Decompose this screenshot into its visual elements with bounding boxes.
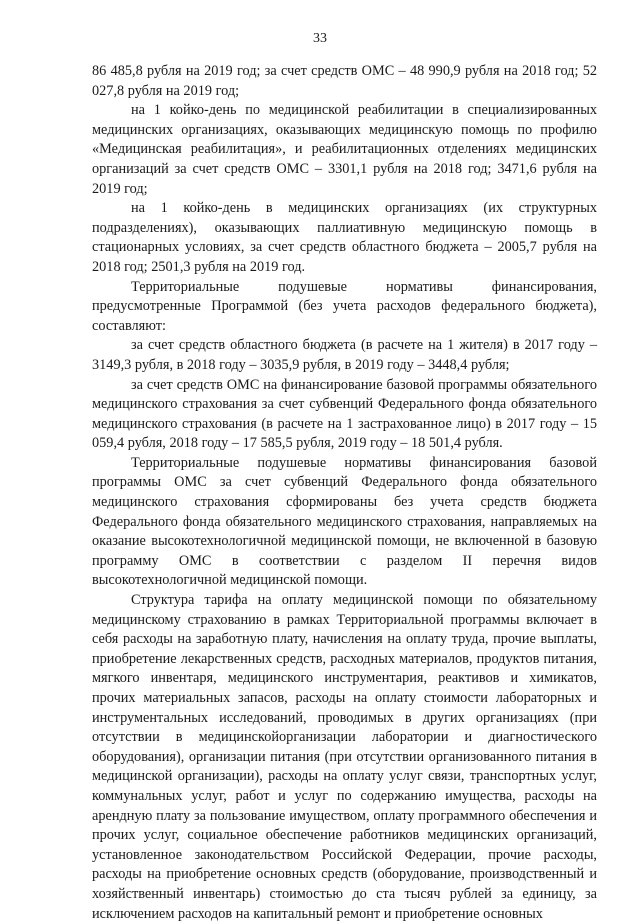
body-text — [92, 62, 597, 924]
paragraph: Структура тарифа на оплату медицинской помощи по обязательному медицинскому страхованию в рамках Территориальной программы включает в себя расходы на заработную плату, начисления на оплату труда, прочие выплаты, приобретение лекарственных средств, расходных материалов, продуктов питания, мягкого инвентаря, медицинского инструментария, реактивов и химикатов, прочих материальных запасов, расходы на оплату стоимости лабораторных и инструментальных исследований, проводимых в других организациях (при отсутствии в медицинскойорганизации лаборатории и диагностического оборудования), организации питания (при отсутствии организованного питания в медицинской организации), расходы на оплату услуг связи, транспортных услуг, коммунальных услуг, работ и услуг по содержанию имущества, расходы на арендную плату за пользование имуществом, оплату программного обеспечения и прочих услуг, социальное обеспечение работников медицинских организаций, установленное законодательством Российской Федерации, прочие расходы, расходы на приобретение основных средств (оборудование, производственный и хозяйственный инвентарь) стоимостью до ста тысяч рублей за единицу, за исключением расходов на капитальный ремонт и приобретение основных — [92, 592, 597, 922]
paragraph: за счет средств областного бюджета (в расчете на 1 жителя) в 2017 году – 3149,3 рубля, в 2018 году – 3035,9 рубля, в 2019 году – 3448,4 рубля; — [92, 337, 597, 373]
page-number: 33 — [313, 31, 327, 46]
paragraph: Территориальные подушевые нормативы финансирования базовой программы ОМС за счет субвенций Федерального фонда обязательного медицинского страхования сформированы без учета средств бюджета Федерального фонда обязательного медицинского страхования, направляемых на оказание высокотехнологичной медицинской помощи, не включенной в базовую программу ОМС в соответствии с разделом II перечня видов высокотехнологичной медицинской помощи. — [92, 454, 597, 589]
paragraph: за счет средств ОМС на финансирование базовой программы обязательного медицинского страхования за счет субвенций Федерального фонда обязательного медицинского страхования (в расчете на 1 застрахованное лицо) в 2017 году – 15 059,4 рубля, 2018 году – 17 585,5 рубля, 2019 году – 18 501,4 рубля. — [92, 376, 597, 452]
paragraph: на 1 койко-день по медицинской реабилитации в специализированных медицинских организациях, оказывающих медицинскую помощь по профилю «Медицинская реабилитация», и реабилитационных отделениях медицинских организаций за счет средств ОМС – 3301,1 рубля на 2018 год; 3471,6 рубля на 2019 год; — [92, 102, 597, 197]
paragraph: на 1 койко-день в медицинских организациях (их структурных подразделениях), оказывающих паллиативную медицинскую помощь в стационарных условиях, за счет средств областного бюджета – 2005,7 рубля на 2018 год; 2501,3 рубля на 2019 год. — [92, 200, 597, 275]
paragraph: Территориальные подушевые нормативы финансирования, предусмотренные Программой (без учета расходов федерального бюджета), составляют: — [92, 278, 597, 334]
paragraph: 86 485,8 рубля на 2019 год; за счет средств ОМС – 48 990,9 рубля на 2018 год; 52 027,8 рубля на 2019 год; — [92, 63, 597, 99]
